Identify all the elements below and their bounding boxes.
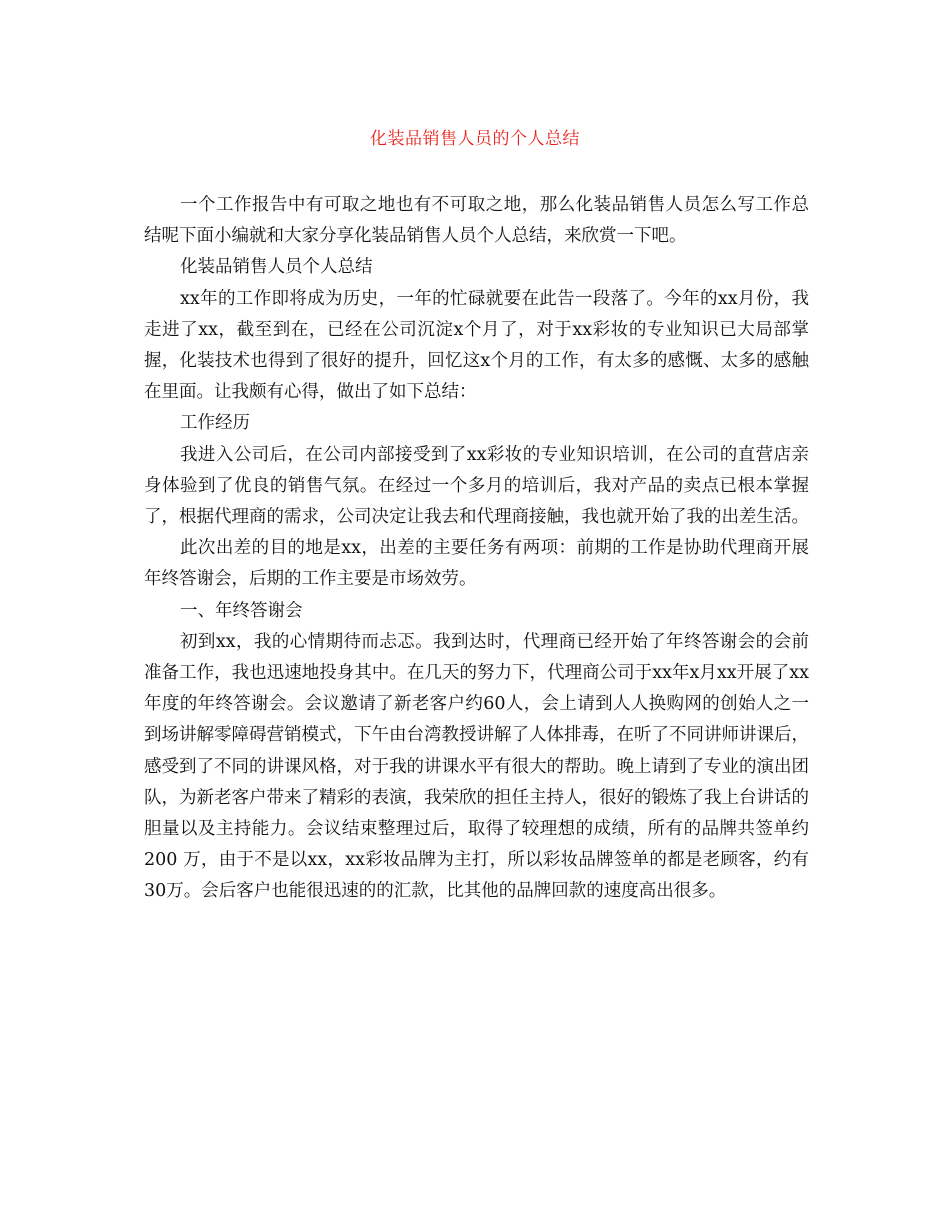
section-heading-work-experience: 工作经历 [180,413,250,434]
document-title: 化装品销售人员的个人总结 [370,129,580,149]
paragraph-year-end-event: 初到xx，我的心情期待而忐忑。我到达时，代理商已经开始了年终答谢会的会前准备工作，我也迅速地投身其中。在几天的努力下，代理商公司于xx年x月xx开展了xx年度的年终答谢会。会议邀请了新老客户约60人，会上请到人人换购网的创始人之一到场讲解零障碍营销模式，下午由台湾教授讲解了人体排毒，在听了不同讲师讲课后，感受到了不同的讲课风格，对于我的讲课水平有很大的帮助。晚上请到了专业的演出团队，为新老客户带来了精彩的表演，我荣欣的担任主持人，很好的锻炼了我上台讲话的胆量以及主持能力。会议结束整理过后，取得了较理想的成绩，所有的品牌共签单约200 万，由于不是以xx，xx彩妆品牌为主打，所以彩妆品牌签单的都是老顾客，约有30万。会后客户也能很迅速的的汇款，比其他的品牌回款的速度高出很多。 [144,631,809,902]
paragraph-training: 我进入公司后，在公司内部接受到了xx彩妆的专业知识培训，在公司的直营店亲身体验到了优良的销售气氛。在经过一个多月的培训后，我对产品的卖点已根本掌握了，根据代理商的需求，公司决定让我去和代理商接触，我也就开始了我的出差生活。 [144,444,809,528]
paragraph-year-review: xx年的工作即将成为历史，一年的忙碌就要在此告一段落了。今年的xx月份，我走进了xx，截至到在，已经在公司沉淀x个月了，对于xx彩妆的专业知识已大局部掌握，化装技术也得到了很好的提升，回忆这x个月的工作，有太多的感慨、太多的感触在里面。让我颇有心得，做出了如下总结： [144,288,809,403]
paragraph-business-trip: 此次出差的目的地是xx，出差的主要任务有两项：前期的工作是协助代理商开展年终答谢会，后期的工作主要是市场效劳。 [144,538,809,590]
paragraph-subtitle: 化装品销售人员个人总结 [180,257,373,278]
paragraph-intro: 一个工作报告中有可取之地也有不可取之地，那么化装品销售人员怎么写工作总结呢下面小编就和大家分享化装品销售人员个人总结，来欣赏一下吧。 [144,195,809,247]
section-heading-year-end-event: 一、年终答谢会 [180,600,303,621]
document-body [144,190,809,908]
